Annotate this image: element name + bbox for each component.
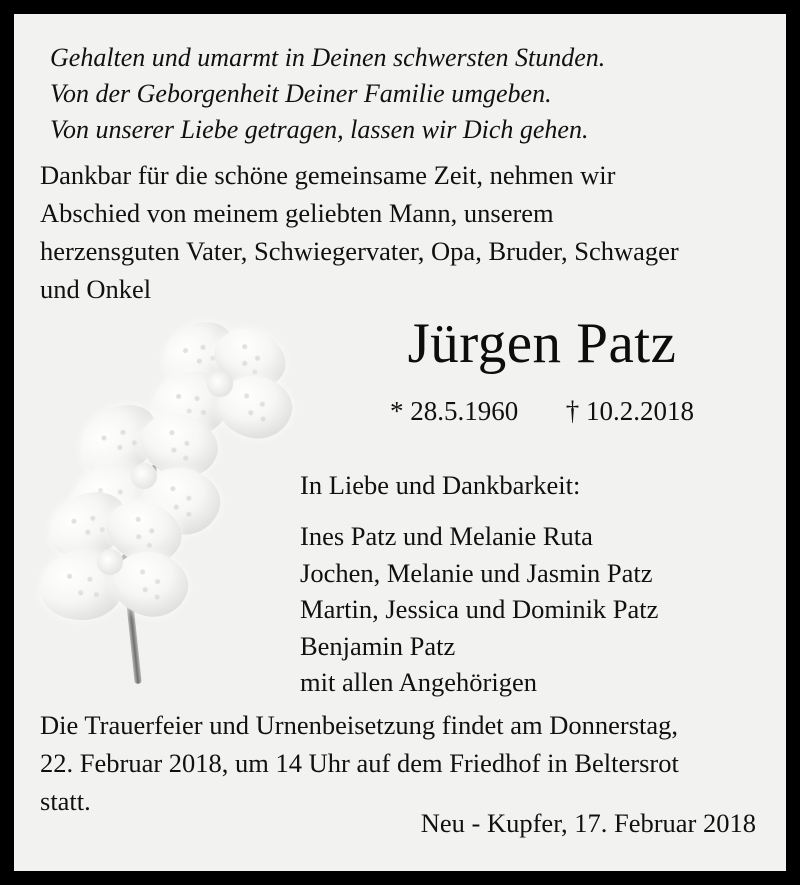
death-date: † 10.2.2018	[565, 396, 694, 426]
orchid-core	[131, 463, 157, 489]
family-line-3: Martin, Jessica und Dominik Patz	[300, 594, 659, 624]
family-list	[300, 518, 658, 701]
orchid-petal	[131, 402, 227, 489]
orchid-petal	[134, 459, 227, 544]
family-line-5: mit allen Angehörigen	[300, 667, 537, 697]
verse-line-2: Von der Geborgenheit Deiner Familie umgeben.	[50, 79, 552, 108]
ceremony-line-1: Die Trauerfeier und Urnenbeisetzung findet am Donnerstag,	[40, 710, 679, 740]
life-dates	[314, 396, 770, 427]
orchid-petal	[97, 488, 192, 575]
orchid-stem-upper	[132, 464, 157, 573]
orchid-petal	[104, 542, 196, 626]
orchid-petal	[212, 368, 299, 446]
deceased-name: Jürgen Patz	[407, 312, 677, 375]
notice-inner	[14, 14, 786, 871]
obituary-notice	[14, 14, 786, 871]
intro-line-3: herzensguten Vater, Schwiegervater, Opa, Bruder, Schwager	[40, 236, 679, 266]
intro-line-4: und Onkel	[40, 274, 152, 304]
intro-block	[40, 156, 770, 308]
thanks-heading: In Liebe und Dankbarkeit:	[300, 470, 581, 500]
intro-line-2: Abschied von meinem geliebten Mann, unserem	[40, 198, 554, 228]
orchid-flower-image	[32, 314, 332, 684]
orchid-petal	[67, 392, 170, 488]
orchid-petal	[205, 316, 296, 401]
orchid-core	[97, 549, 123, 575]
ceremony-line-3: statt.	[40, 786, 91, 816]
ceremony-details	[40, 706, 780, 820]
family-line-4: Benjamin Patz	[300, 630, 456, 661]
orchid-petal	[39, 481, 136, 568]
place-and-date: Neu - Kupfer, 17. Februar 2018	[420, 808, 756, 838]
orchid-bloom-top	[152, 324, 292, 454]
family-line-1: Ines Patz und Melanie Ruta	[300, 521, 593, 551]
orchid-petal	[153, 311, 245, 397]
orchid-core	[207, 371, 233, 397]
orchid-bloom-lower	[40, 494, 190, 634]
verse-block	[50, 40, 750, 148]
birth-date: * 28.5.1960	[390, 396, 519, 426]
orchid-bloom-middle	[72, 404, 222, 544]
ceremony-line-2: 22. Februar 2018, um 14 Uhr auf dem Friedhof in Beltersrot	[40, 748, 679, 778]
verse-line-3: Von unserer Liebe getragen, lassen wir Dich gehen.	[50, 115, 589, 144]
verse-line-1: Gehalten und umarmt in Deinen schwersten Stunden.	[50, 43, 606, 72]
intro-line-1: Dankbar für die schöne gemeinsame Zeit, nehmen wir	[40, 160, 616, 190]
orchid-petal	[67, 457, 162, 539]
orchid-petal	[148, 367, 234, 441]
orchid-petal	[37, 546, 130, 625]
orchid-stem	[121, 554, 142, 684]
family-line-2: Jochen, Melanie und Jasmin Patz	[300, 557, 653, 588]
